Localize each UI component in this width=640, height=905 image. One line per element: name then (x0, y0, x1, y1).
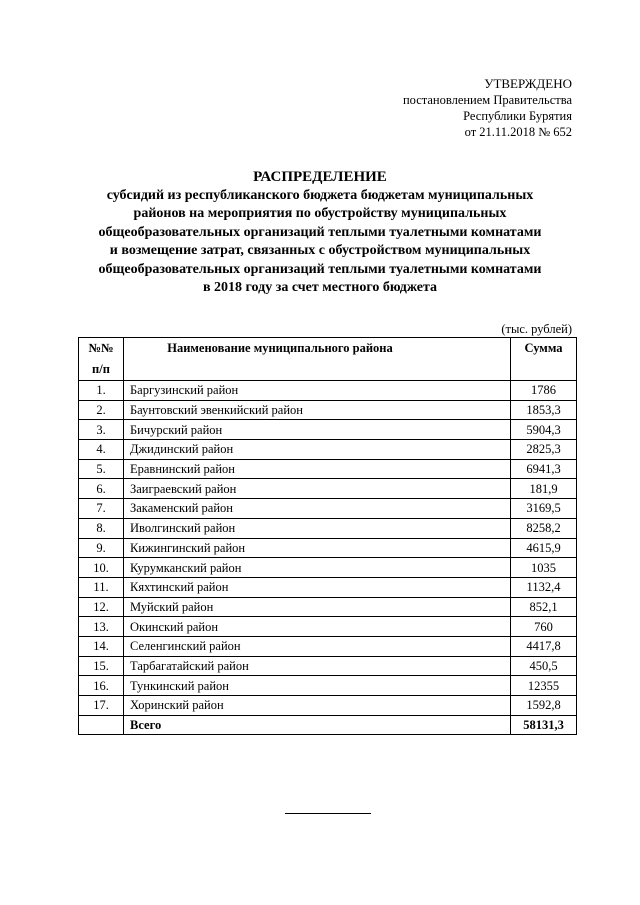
row-sum: 1853,3 (511, 400, 577, 420)
approval-line: УТВЕРЖДЕНО (484, 76, 572, 91)
header-district-name: Наименование муниципального района (124, 338, 511, 381)
title-line: общеобразовательных организаций теплыми туалетными комнатами (98, 224, 542, 240)
row-district-name: Селенгинский район (124, 636, 511, 656)
table-row (79, 558, 577, 578)
total-label: Всего (124, 715, 511, 735)
title-line: общеобразовательных организаций теплыми туалетными комнатами (98, 261, 542, 277)
table-row (79, 617, 577, 637)
row-number: 7. (79, 499, 124, 519)
row-district-name: Курумканский район (124, 558, 511, 578)
row-number: 2. (79, 400, 124, 420)
row-number: 5. (79, 459, 124, 479)
row-number: 4. (79, 440, 124, 460)
table-row (79, 400, 577, 420)
total-number-cell (79, 715, 124, 735)
title-line: субсидий из республиканского бюджета бюджетам муниципальных (106, 187, 534, 203)
row-district-name: Окинский район (124, 617, 511, 637)
table-row (79, 696, 577, 716)
table-header-row (79, 338, 577, 381)
table-row (79, 656, 577, 676)
header-number-line1: №№ (88, 341, 114, 355)
row-district-name: Бичурский район (124, 420, 511, 440)
row-district-name: Заиграевский район (124, 479, 511, 499)
row-district-name: Кижингинский район (124, 538, 511, 558)
row-sum: 181,9 (511, 479, 577, 499)
row-sum: 4615,9 (511, 538, 577, 558)
approval-date-line: от 21.11.2018 № 652 (464, 125, 572, 139)
row-number: 13. (79, 617, 124, 637)
total-sum: 58131,3 (511, 715, 577, 735)
row-sum: 5904,3 (511, 420, 577, 440)
row-sum: 1786 (511, 381, 577, 401)
table-row (79, 636, 577, 656)
row-sum: 760 (511, 617, 577, 637)
row-number: 9. (79, 538, 124, 558)
row-number: 15. (79, 656, 124, 676)
row-number: 6. (79, 479, 124, 499)
approval-line: Республики Бурятия (463, 109, 572, 123)
title-line: районов на мероприятия по обустройству муниципальных (133, 206, 507, 221)
row-district-name: Закаменский район (124, 499, 511, 519)
header-sum: Сумма (511, 338, 577, 381)
table-row (79, 440, 577, 460)
header-number (79, 338, 124, 381)
table-row (79, 420, 577, 440)
row-district-name: Тункинский район (124, 676, 511, 696)
row-sum: 3169,5 (511, 499, 577, 519)
distribution-table (78, 337, 577, 735)
row-number: 14. (79, 636, 124, 656)
row-sum: 1132,4 (511, 577, 577, 597)
row-sum: 852,1 (511, 597, 577, 617)
row-number: 1. (79, 381, 124, 401)
row-district-name: Кяхтинский район (124, 577, 511, 597)
table-row (79, 538, 577, 558)
table-row (79, 518, 577, 538)
table-row (79, 577, 577, 597)
table-row (79, 381, 577, 401)
document-title (70, 168, 570, 298)
units-label: (тыс. рублей) (501, 322, 572, 336)
approval-stamp (403, 76, 572, 140)
row-sum: 12355 (511, 676, 577, 696)
row-district-name: Баунтовский эвенкийский район (124, 400, 511, 420)
row-number: 10. (79, 558, 124, 578)
row-number: 12. (79, 597, 124, 617)
row-district-name: Тарбагатайский район (124, 656, 511, 676)
row-district-name: Джидинский район (124, 440, 511, 460)
table-row (79, 479, 577, 499)
table-row (79, 459, 577, 479)
row-sum: 4417,8 (511, 636, 577, 656)
row-number: 8. (79, 518, 124, 538)
title-heading: РАСПРЕДЕЛЕНИЕ (253, 169, 387, 185)
table-row (79, 597, 577, 617)
table-row (79, 676, 577, 696)
title-line: в 2018 году за счет местного бюджета (202, 280, 438, 295)
approval-line: постановлением Правительства (402, 93, 572, 107)
row-number: 3. (79, 420, 124, 440)
row-number: 17. (79, 696, 124, 716)
row-sum: 2825,3 (511, 440, 577, 460)
row-sum: 6941,3 (511, 459, 577, 479)
row-district-name: Муйский район (124, 597, 511, 617)
row-district-name: Иволгинский район (124, 518, 511, 538)
row-district-name: Баргузинский район (124, 381, 511, 401)
row-sum: 1592,8 (511, 696, 577, 716)
row-sum: 1035 (511, 558, 577, 578)
row-district-name: Хоринский район (124, 696, 511, 716)
header-number-line2: п/п (92, 362, 110, 376)
table-row (79, 499, 577, 519)
row-district-name: Еравнинский район (124, 459, 511, 479)
footer-divider (285, 813, 371, 814)
total-row (79, 715, 577, 735)
row-number: 16. (79, 676, 124, 696)
title-line: и возмещение затрат, связанных с обустройством муниципальных (109, 243, 531, 258)
row-number: 11. (79, 577, 124, 597)
row-sum: 450,5 (511, 656, 577, 676)
row-sum: 8258,2 (511, 518, 577, 538)
